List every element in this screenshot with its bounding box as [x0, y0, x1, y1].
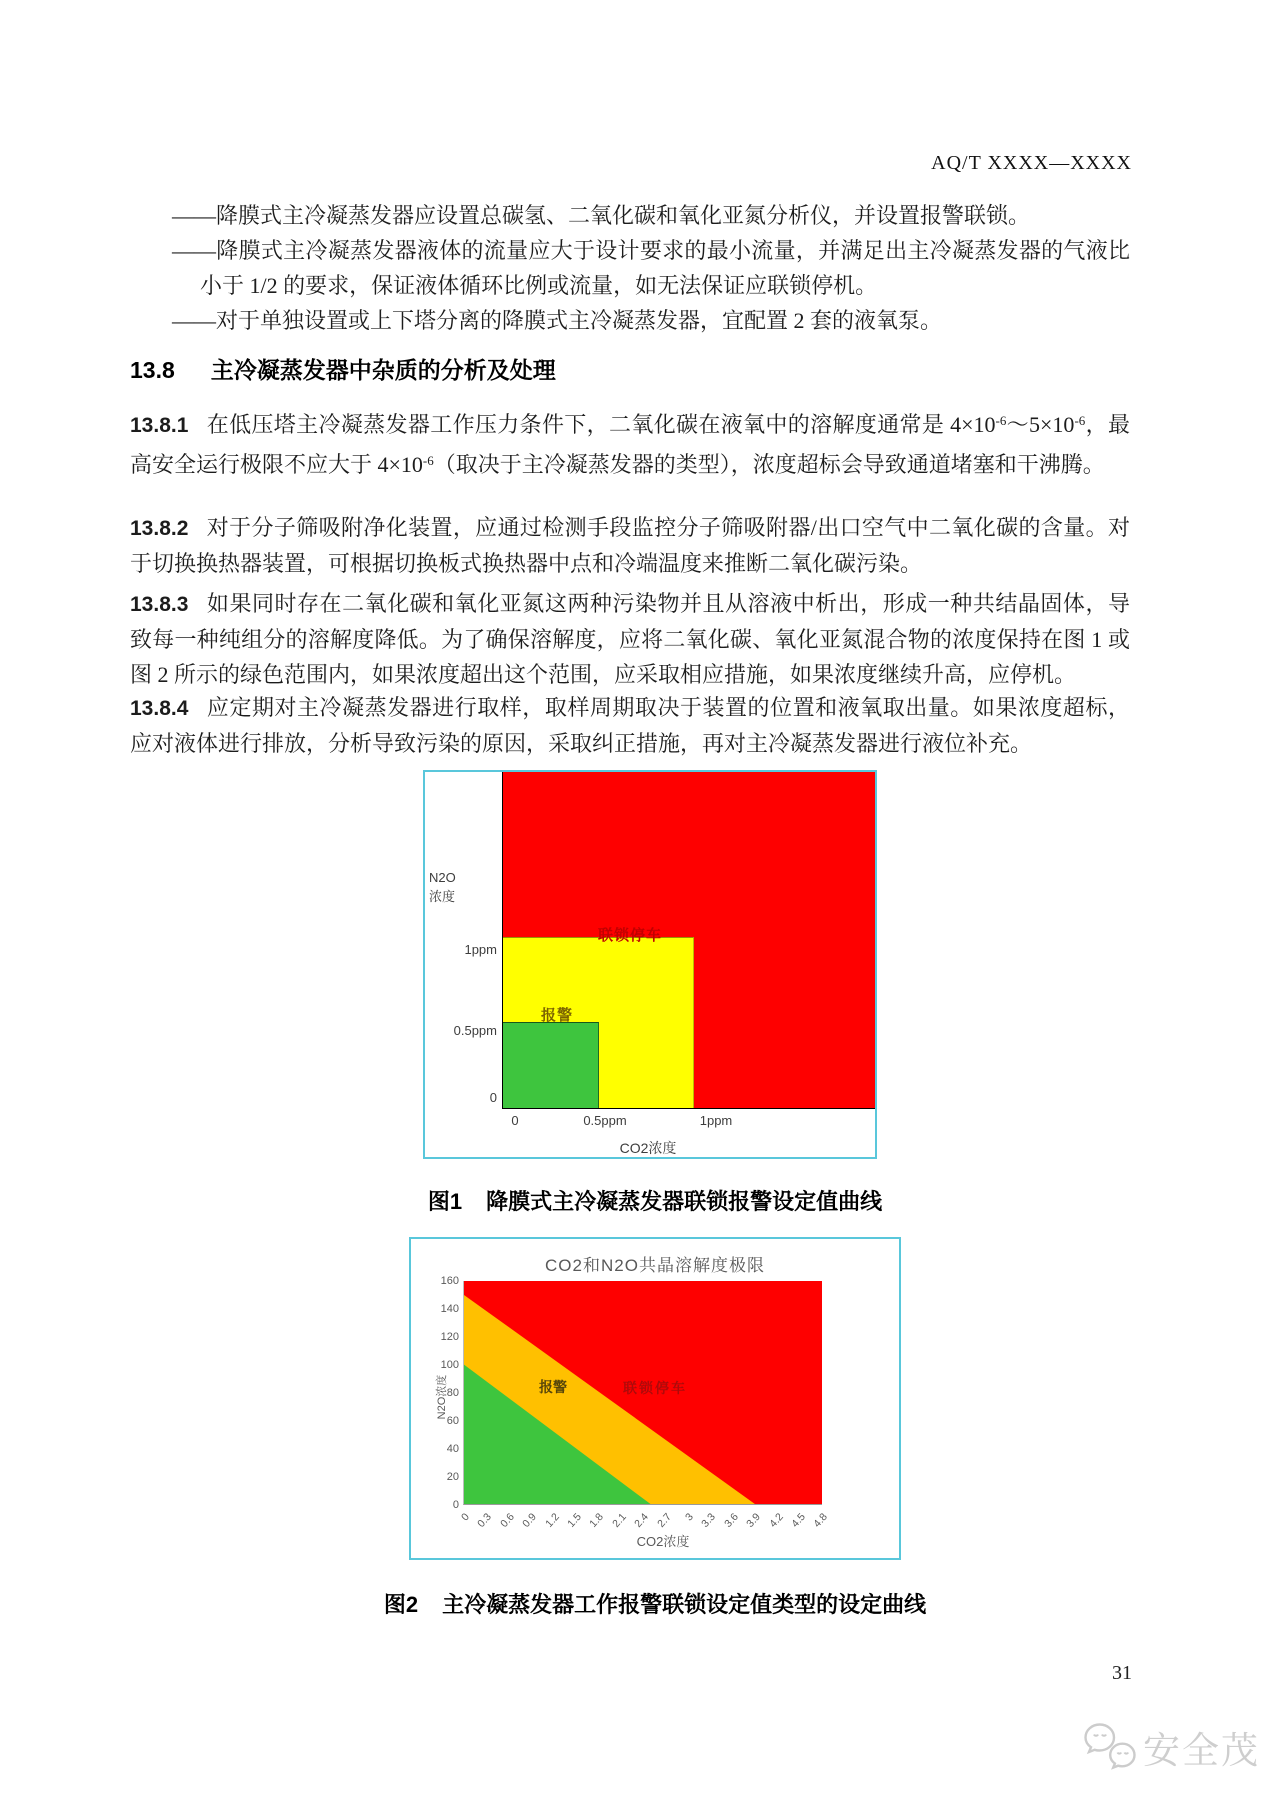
figure2-x-axis-title: CO2浓度	[636, 1534, 690, 1549]
clause-text: 对于分子筛吸附净化装置，应通过检测手段监控分子筛吸附器/出口空气中二氧化碳的含量。对于切换换热器装置，可根据切换板式换热器中点和冷端温度来推断二氧化碳污染。	[130, 515, 1130, 576]
figure2-xtick: 4.5	[789, 1511, 808, 1530]
figure2-xtick: 3.3	[699, 1511, 718, 1530]
figure2-xtick: 0.9	[520, 1511, 539, 1530]
figure1-x-axis-title: CO2浓度	[619, 1140, 677, 1156]
clause-13-8-2	[130, 510, 1130, 581]
clause-13-8-1	[130, 403, 1130, 482]
clause-text: ，最高安全运行极限不应大于 4×10	[130, 412, 1130, 477]
watermark	[1083, 1720, 1260, 1774]
figure2-xtick: 2.1	[610, 1511, 629, 1530]
figure2-caption-text: 主冷凝蒸发器工作报警联锁设定值类型的设定曲线	[442, 1592, 927, 1617]
figure2-xtick: 4.2	[767, 1511, 786, 1530]
figure2-caption-number: 图2	[383, 1592, 419, 1617]
clause-number: 13.8.3	[130, 593, 189, 616]
bullet-item: ——降膜式主冷凝蒸发器液体的流量应大于设计要求的最小流量，并满足出主冷凝蒸发器的气液比小于 1/2 的要求，保证液体循环比例或流量，如无法保证应联锁停机。	[172, 238, 1130, 298]
figure2-trip-label: 联锁停车	[623, 1380, 687, 1396]
wechat-bubbles-icon	[1083, 1722, 1137, 1772]
figure1-y-axis-title-line2: 浓度	[429, 889, 456, 904]
figure1-trip-label: 联锁停车	[598, 927, 663, 944]
figure2-xtick: 1.5	[565, 1511, 584, 1530]
figure2-xtick: 0	[459, 1511, 472, 1524]
figure1-caption-number: 图1	[427, 1189, 463, 1214]
clause-text: 在低压塔主冷凝蒸发器工作压力条件下，二氧化碳在液氧中的溶解度通常是 4×10	[206, 412, 996, 437]
figure2-xtick: 0.3	[475, 1511, 494, 1530]
figure2-ytick: 80	[446, 1387, 459, 1399]
page-number: 31	[1112, 1662, 1132, 1684]
figure2-alarm-label: 报警	[539, 1379, 567, 1395]
clause-number: 13.8.4	[130, 697, 189, 720]
figure1-region-normal	[503, 1022, 599, 1108]
figure2-ytick: 60	[446, 1415, 459, 1427]
figure2-ytick: 160	[440, 1275, 459, 1287]
figure2-title: CO2和N2O共晶溶解度极限	[545, 1256, 765, 1275]
figure2-caption	[15, 1588, 1280, 1619]
figure2-ytick: 120	[440, 1331, 459, 1343]
figure2-xtick: 4.8	[811, 1511, 830, 1530]
figure2-ytick: 140	[440, 1303, 459, 1315]
bullet-item: ——降膜式主冷凝蒸发器应设置总碳氢、二氧化碳和氧化亚氮分析仪，并设置报警联锁。	[172, 203, 1031, 228]
clause-number: 13.8.2	[130, 517, 189, 540]
section-heading	[130, 352, 1130, 385]
figure1-xtick: 0	[511, 1113, 519, 1128]
figure2-ytick: 20	[446, 1471, 459, 1483]
figure1-caption	[15, 1185, 1280, 1216]
figure1-plot-area	[502, 772, 875, 1109]
figure2-xtick: 3	[683, 1511, 696, 1524]
figure2-chart	[409, 1237, 901, 1560]
figure2-xtick: 1.8	[587, 1511, 606, 1530]
figure1-y-axis-title-line1: N2O	[429, 870, 456, 885]
figure2-xtick: 2.4	[632, 1511, 651, 1530]
watermark-text: 安全茂	[1143, 1730, 1260, 1771]
superscript: -6	[995, 413, 1007, 428]
clause-text: 应定期对主冷凝蒸发器进行取样，取样周期取决于装置的位置和液氧取出量。如果浓度超标，应对液体进行排放，分析导致污染的原因，采取纠正措施，再对主冷凝蒸发器进行液位补充。	[130, 695, 1130, 756]
bullet-item: ——对于单独设置或上下塔分离的降膜式主冷凝蒸发器，宜配置 2 套的液氧泵。	[172, 308, 943, 333]
figure2-xtick: 1.2	[543, 1511, 562, 1530]
figure2-y-axis-title: N2O浓度	[436, 1374, 448, 1420]
figure1-xtick: 1ppm	[699, 1113, 733, 1128]
figure1-chart	[423, 770, 877, 1159]
figure1-ytick: 1ppm	[464, 942, 497, 957]
superscript: -6	[422, 453, 434, 468]
section-number: 13.8	[130, 357, 175, 383]
section-title: 主冷凝蒸发器中杂质的分析及处理	[210, 357, 556, 383]
figure1-y-axis-title	[429, 868, 489, 906]
figure1-alarm-label: 报警	[541, 1007, 574, 1024]
clause-13-8-3	[130, 586, 1130, 692]
bullet-list	[130, 198, 1130, 338]
clause-text: ～5×10	[1006, 412, 1075, 437]
figure2-ytick: 100	[440, 1359, 459, 1371]
clause-text: （取决于主冷凝蒸发器的类型），浓度超标会导致通道堵塞和干沸腾。	[433, 452, 1105, 477]
figure2-xtick: 2.7	[655, 1511, 674, 1530]
superscript: -6	[1074, 413, 1086, 428]
figure2-xtick: 3.6	[722, 1511, 741, 1530]
clause-13-8-4	[130, 690, 1130, 761]
figure2-ytick: 0	[452, 1499, 459, 1511]
figure2-ytick: 40	[446, 1443, 459, 1455]
figure1-caption-text: 降膜式主冷凝蒸发器联锁报警设定值曲线	[486, 1189, 883, 1214]
figure1-ytick: 0	[489, 1090, 497, 1105]
figure2-xtick: 3.9	[744, 1511, 763, 1530]
figure2-xtick: 0.6	[498, 1511, 517, 1530]
clause-number: 13.8.1	[130, 414, 189, 437]
figure1-xtick: 0.5ppm	[583, 1113, 627, 1128]
doc-code: AQ/T XXXX—XXXX	[931, 152, 1132, 174]
clause-text: 如果同时存在二氧化碳和氧化亚氮这两种污染物并且从溶液中析出，形成一种共结晶固体，导致每一种纯组分的溶解度降低。为了确保溶解度，应将二氧化碳、氧化亚氮混合物的浓度保持在图 1 或图 2 所示的绿色范围内，如果浓度超出这个范围，应采取相应措施，如果浓度继续升高，应停机。	[130, 591, 1130, 687]
figure1-ytick: 0.5ppm	[453, 1023, 497, 1038]
